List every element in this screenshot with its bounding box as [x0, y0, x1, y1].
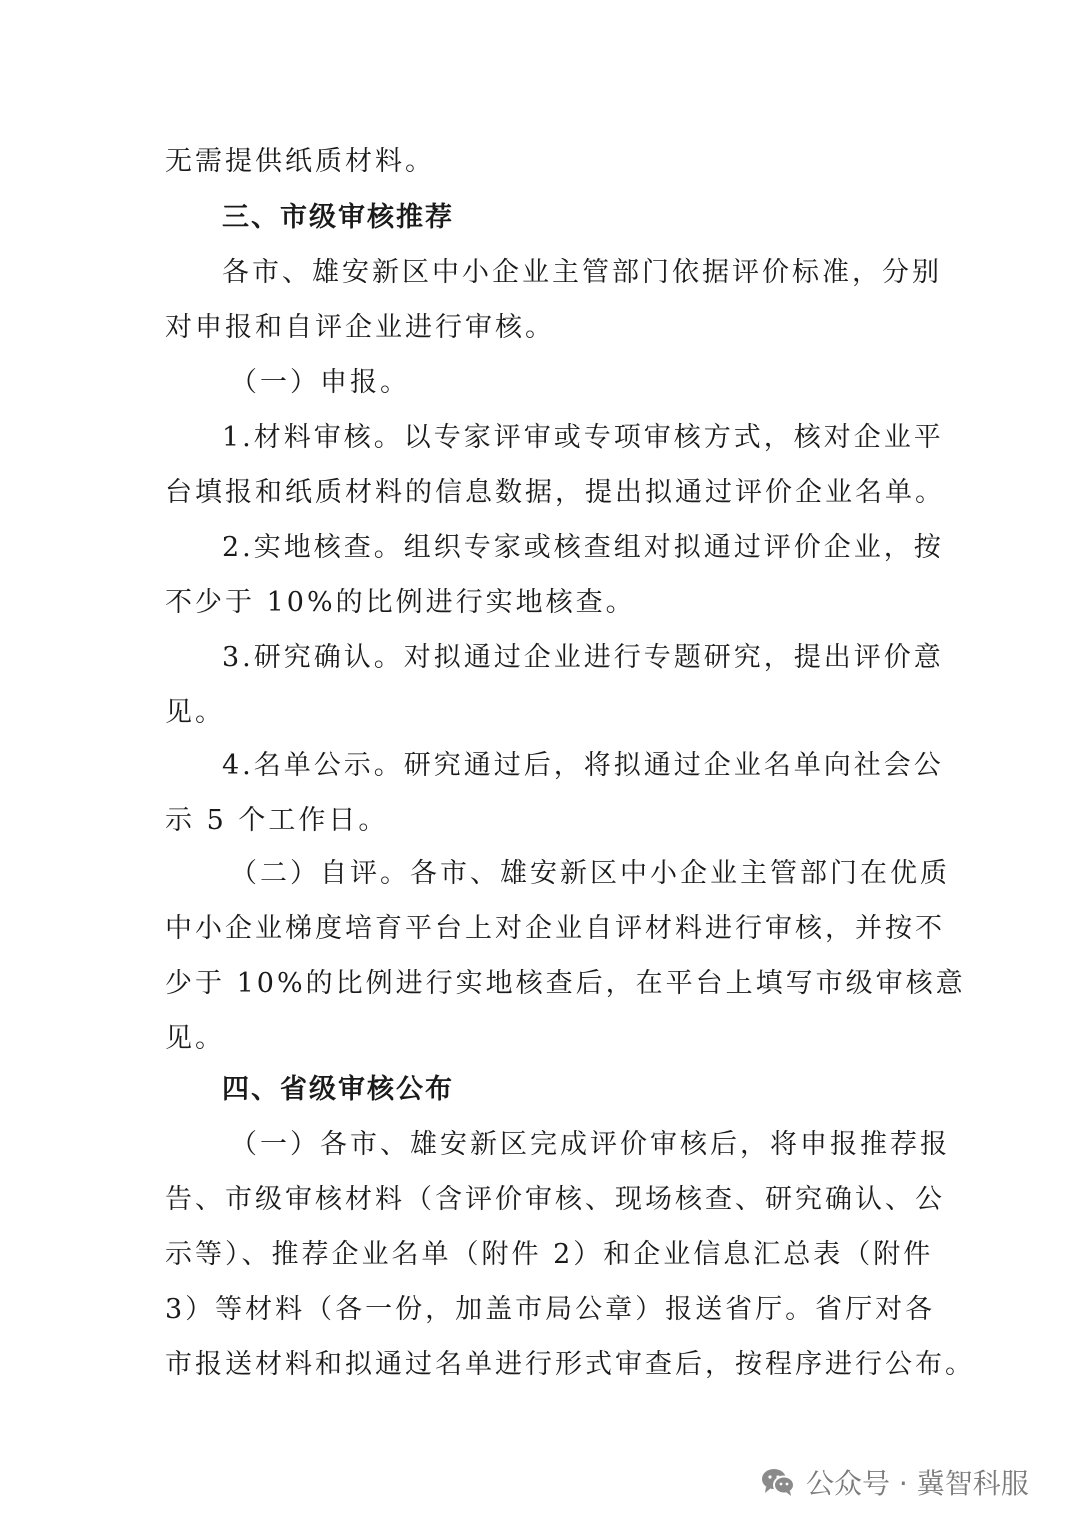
- text-line: 示等）、推荐企业名单（附件 2）和企业信息汇总表（附件: [165, 1239, 934, 1270]
- text-line: 告、市级审核材料（含评价审核、现场核查、研究确认、公: [165, 1184, 945, 1215]
- text-line: 市报送材料和拟通过名单进行形式审查后，按程序进行公布。: [165, 1349, 975, 1380]
- text-line: （一）各市、雄安新区完成评价审核后，将申报推荐报: [230, 1129, 950, 1160]
- subsection-heading: （一）申报。: [230, 367, 410, 398]
- text-line: 各市、雄安新区中小企业主管部门依据评价标准，分别: [222, 257, 942, 288]
- text-line: 4.名单公示。研究通过后，将拟通过企业名单向社会公: [222, 750, 944, 781]
- text-line: 少于 10%的比例进行实地核查后，在平台上填写市级审核意: [165, 968, 966, 999]
- text-line: （二）自评。各市、雄安新区中小企业主管部门在优质: [230, 858, 950, 889]
- text-line: 见。: [165, 1023, 225, 1054]
- text-line: 无需提供纸质材料。: [165, 146, 435, 177]
- section-heading: 四、省级审核公布: [222, 1074, 454, 1105]
- text-line: 台填报和纸质材料的信息数据，提出拟通过评价企业名单。: [165, 477, 945, 508]
- text-line: 3.研究确认。对拟通过企业进行专题研究，提出评价意: [222, 642, 944, 673]
- account-name: 公众号 · 冀智科服: [806, 1467, 1029, 1500]
- text-line: 2.实地核查。组织专家或核查组对拟通过评价企业，按: [222, 532, 944, 563]
- text-line: 1.材料审核。以专家评审或专项审核方式，核对企业平: [222, 422, 944, 453]
- text-line: 3）等材料（各一份，加盖市局公章）报送省厅。省厅对各: [165, 1294, 936, 1325]
- wechat-icon: [760, 1466, 796, 1498]
- wechat-account-watermark: [760, 1462, 1029, 1502]
- section-heading: 三、市级审核推荐: [222, 202, 454, 233]
- text-line: 中小企业梯度培育平台上对企业自评材料进行审核，并按不: [165, 913, 945, 944]
- text-line: 见。: [165, 697, 225, 728]
- text-line: 对申报和自评企业进行审核。: [165, 312, 555, 343]
- text-line: 不少于 10%的比例进行实地核查。: [165, 587, 636, 618]
- text-line: 示 5 个工作日。: [165, 805, 389, 836]
